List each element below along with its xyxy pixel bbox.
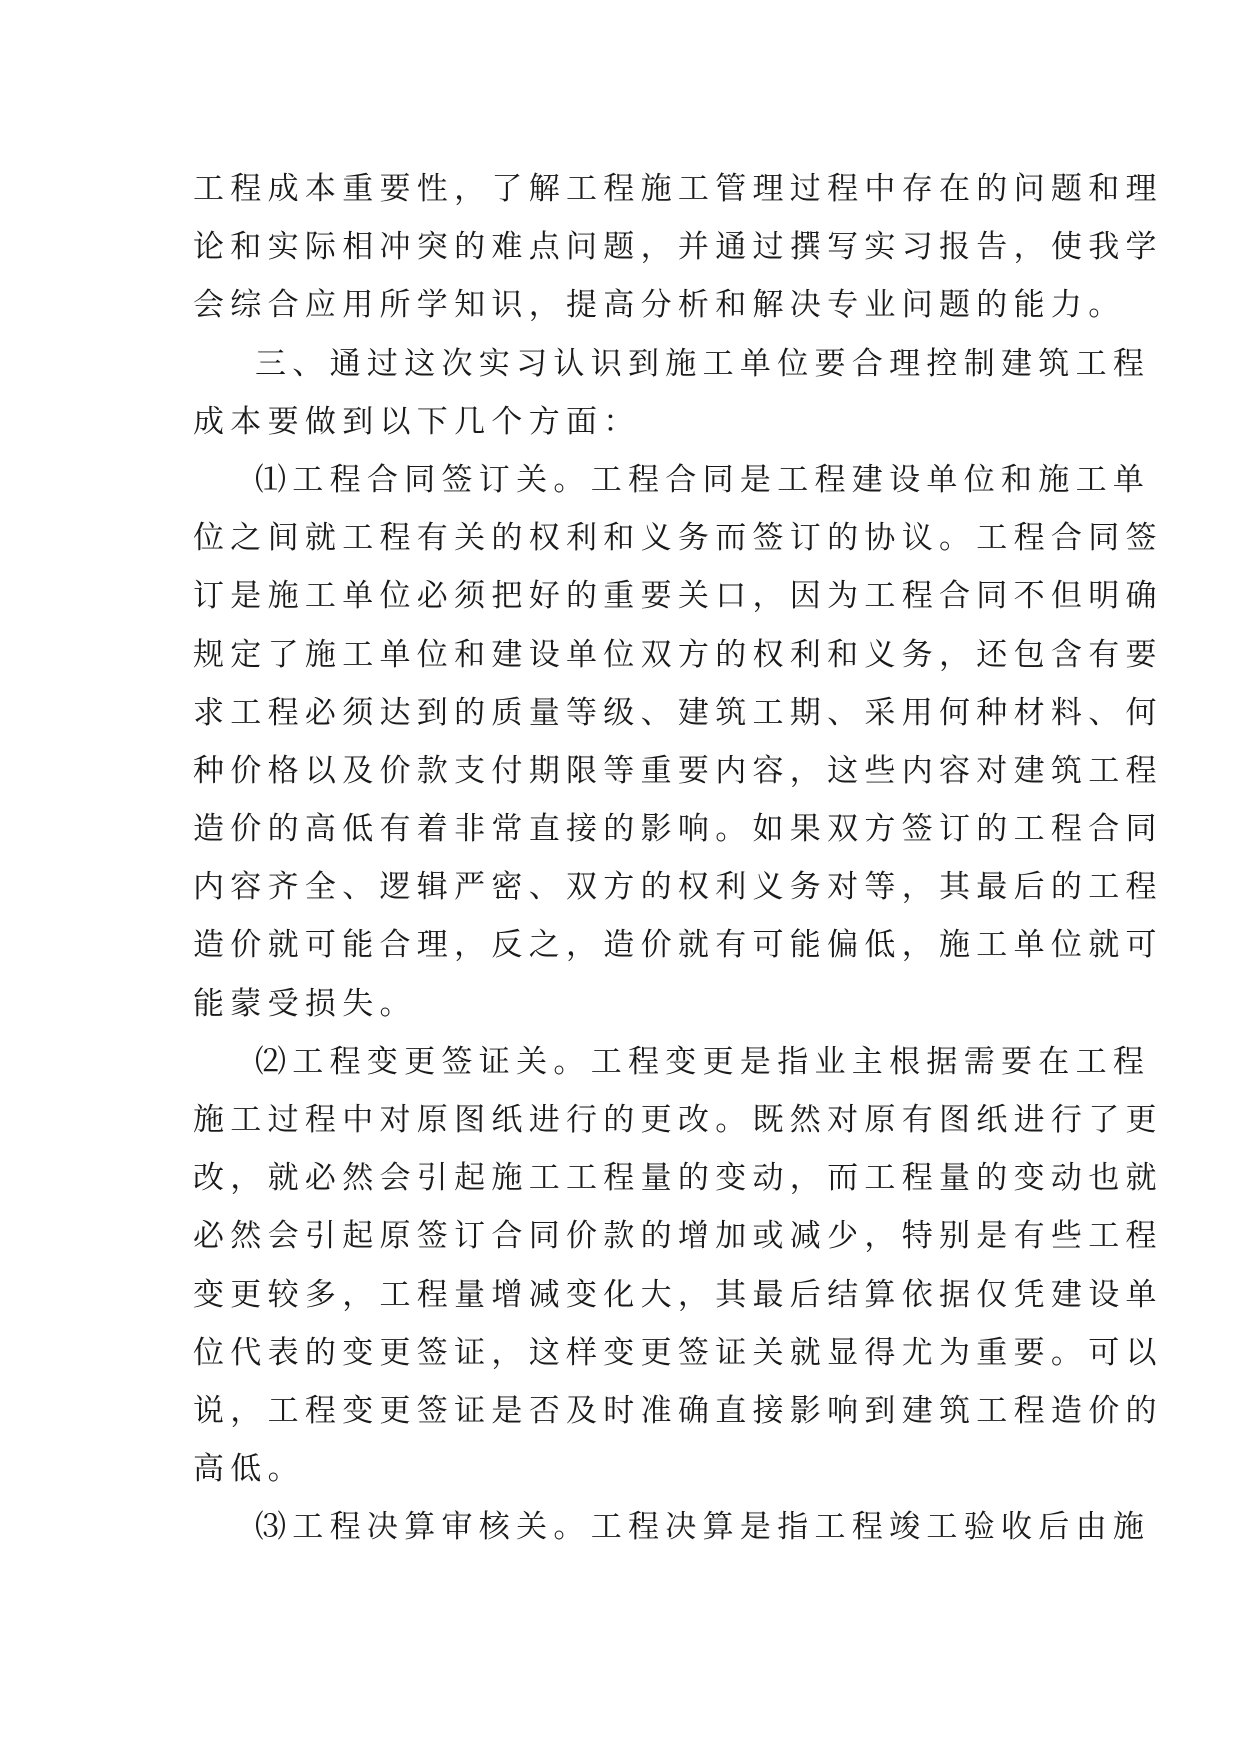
section-heading-three: 三、通过这次实习认识到施工单位要合理控制建筑工程 — [255, 345, 1151, 382]
text-line: 改，就必然会引起施工工程量的变动，而工程量的变动也就 — [193, 1160, 1163, 1197]
text-line: 变更较多，工程量增减变化大，其最后结算依据仅凭建设单 — [193, 1276, 1163, 1313]
text-line: 内容齐全、逻辑严密、双方的权利义务对等，其最后的工程 — [193, 869, 1163, 906]
item-3-start: ⑶工程决算审核关。工程决算是指工程竣工验收后由施 — [255, 1509, 1151, 1546]
text-line: 会综合应用所学知识，提高分析和解决专业问题的能力。 — [193, 287, 1126, 324]
text-line: 订是施工单位必须把好的重要关口，因为工程合同不但明确 — [193, 578, 1163, 615]
text-line: 位之间就工程有关的权利和义务而签订的协议。工程合同签 — [193, 520, 1163, 557]
text-line: 施工过程中对原图纸进行的更改。既然对原有图纸进行了更 — [193, 1102, 1163, 1138]
text-line: 造价就可能合理，反之，造价就有可能偏低，施工单位就可 — [193, 927, 1163, 964]
text-line: 造价的高低有着非常直接的影响。如果双方签订的工程合同 — [193, 811, 1163, 848]
text-line: 必然会引起原签订合同价款的增加或减少，特别是有些工程 — [193, 1218, 1163, 1255]
item-2-start: ⑵工程变更签证关。工程变更是指业主根据需要在工程 — [255, 1043, 1151, 1080]
text-line: 高低。 — [193, 1451, 305, 1488]
text-line: 成本要做到以下几个方面： — [193, 403, 641, 440]
body-text — [193, 160, 1163, 1557]
text-line: 位代表的变更签证，这样变更签证关就显得尤为重要。可以 — [193, 1334, 1163, 1371]
text-line: 说，工程变更签证是否及时准确直接影响到建筑工程造价的 — [193, 1392, 1163, 1429]
text-line: 种价格以及价款支付期限等重要内容，这些内容对建筑工程 — [193, 752, 1163, 789]
text-line: 规定了施工单位和建设单位双方的权利和义务，还包含有要 — [193, 636, 1163, 673]
text-line: 求工程必须达到的质量等级、建筑工期、采用何种材料、何 — [193, 694, 1163, 731]
text-line: 能蒙受损失。 — [193, 985, 417, 1022]
text-line: 工程成本重要性，了解工程施工管理过程中存在的问题和理 — [193, 171, 1163, 207]
text-line: 论和实际相冲突的难点问题，并通过撰写实习报告，使我学 — [193, 229, 1163, 266]
item-1-start: ⑴工程合同签订关。工程合同是工程建设单位和施工单 — [255, 461, 1151, 498]
